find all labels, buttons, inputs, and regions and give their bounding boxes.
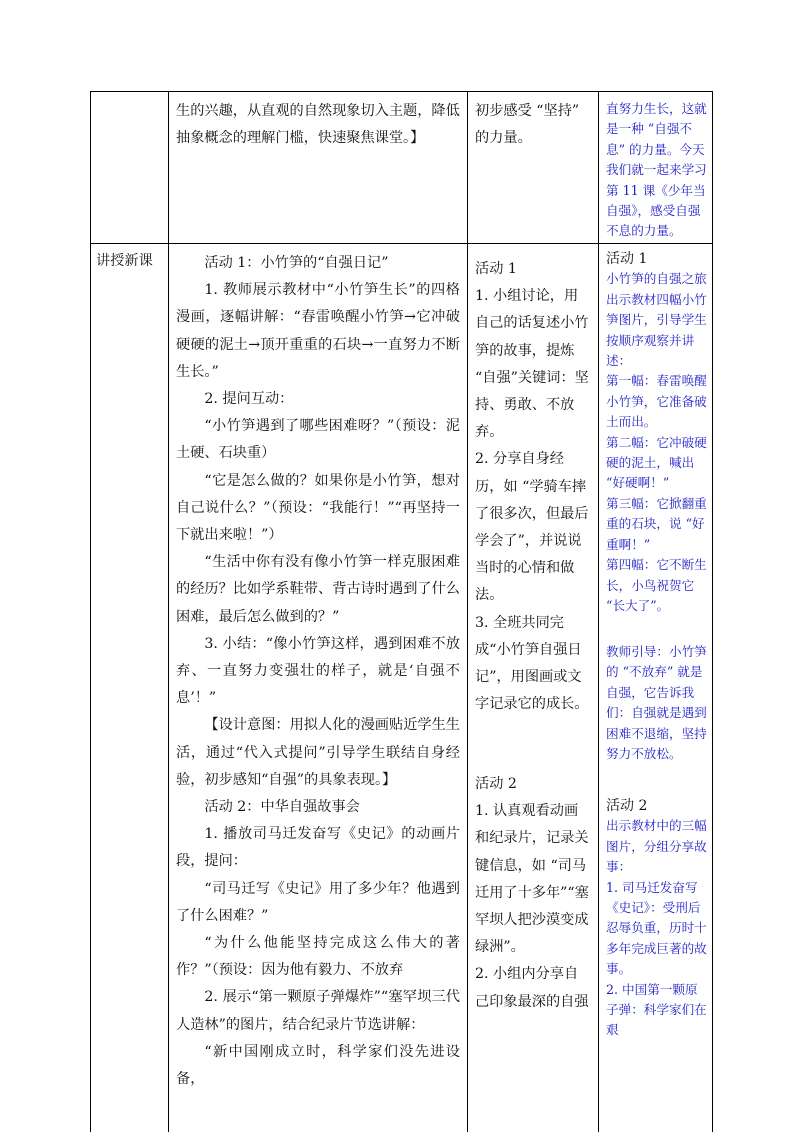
content-paragraph: “司马迁写《史记》用了多少年？他遇到了什么困难？”	[176, 880, 460, 924]
table-border-left	[90, 91, 91, 1132]
notes-paragraph: 小竹笋的自强之旅出示教材四幅小竹笋图片，引导学生按顺序观察并讲述：	[606, 271, 707, 369]
row2-content-cell	[176, 250, 460, 1093]
content-paragraph: 2. 提问互动：	[204, 391, 294, 408]
section-label: 讲授新课	[96, 253, 153, 269]
row1-student-cell	[475, 98, 591, 152]
row1-content-line: 抽象概念的理解门槛，快速聚焦课堂。】	[176, 130, 425, 147]
notes-paragraph: 教师引导：小竹笋的 “不放弃” 就是自强，它告诉我们：自强就是遇到困难不退缩，坚持努力不放松。	[606, 644, 707, 762]
student-paragraph: 1. 认真观看动画和纪录片，记录关键信息，如 “司马迁用了十多年”“塞罕坝人把沙漠变成绿洲”。	[475, 803, 589, 956]
row1-content-cell	[176, 98, 460, 152]
design-intent: 【设计意图：用拟人化的漫画贴近学生生活，通过“代入式提问”引导学生联结自身经验，初步感知“自强”的具象表现。】	[176, 717, 460, 788]
table-border-right	[712, 91, 713, 1132]
student-activity-2-title: 活动 2	[475, 776, 517, 792]
notes-paragraph: 第一幅：春雷唤醒小竹笋，它准备破土而出。	[606, 373, 707, 430]
content-paragraph: 3. 小结：“像小竹笋这样，遇到困难不放弃、一直努力变强壮的样子，就是‘自强不息’！”	[176, 635, 460, 707]
content-paragraph: “为什么他能坚持完成这么伟大的著作？”（预设：因为他有毅力、不放弃	[176, 935, 460, 979]
row1-student-line: 的力量。	[475, 130, 532, 147]
notes-paragraph: 第二幅：它冲破硬硬的泥土，喊出 “好硬啊！”	[606, 434, 707, 491]
row1-notes-line: 不息的力量。	[606, 223, 682, 239]
content-paragraph: “生活中你有没有像小竹笋一样克服困难的经历？比如学系鞋带、背古诗时遇到了什么困难，最后怎么做到的？”	[176, 554, 460, 625]
activity-2-title: 活动 2：中华自强故事会	[204, 799, 360, 816]
content-paragraph: 1. 教师展示教材中“小竹笋生长”的四格漫画，逐幅讲解：“春雷唤醒小竹笋→它冲破硬硬的泥土→顶开重重的石块→一直努力不断生长。”	[176, 282, 460, 380]
notes-activity-1-title: 活动 1	[606, 251, 648, 267]
row1-student-line: 初步感受 “坚持”	[475, 103, 580, 119]
activity-1-title: 活动 1：小竹笋的“自强日记”	[204, 255, 389, 271]
content-paragraph: 1. 播放司马迁发奋写《史记》的动画片段，提问：	[176, 826, 460, 870]
row1-notes-line: 息” 的力量。今天	[606, 141, 705, 157]
row1-notes-cell	[606, 99, 708, 242]
student-activity-1-title: 活动 1	[475, 261, 517, 277]
notes-paragraph: 第三幅：它掀翻重重的石块，说 “好重啊！”	[606, 495, 707, 552]
row1-notes-line: 自强》，感受自强	[606, 203, 701, 219]
notes-paragraph: 第四幅：它不断生长，小鸟祝贺它 “长大了”。	[606, 557, 707, 613]
table-border-top	[90, 91, 713, 92]
row2-notes-cell	[606, 249, 708, 616]
row2-notes-cell-2	[606, 642, 708, 764]
content-paragraph: “它是怎么做的？如果你是小竹笋，想对自己说什么？”（预设：“我能行！”“再坚持一下就出来啦！”）	[176, 472, 460, 544]
row2-student-cell-2	[475, 771, 591, 1016]
student-paragraph: 3. 全班共同完成“小竹笋自强日记”，用图画或文字记录它的成长。	[475, 614, 589, 713]
student-paragraph: 1. 小组讨论，用自己的话复述小竹笋的故事，提炼 “自强”关键词：坚持、勇敢、不放弃。	[475, 288, 589, 441]
row2-notes-cell-3	[606, 796, 708, 1041]
col-divider-2	[467, 91, 468, 1132]
content-paragraph: “新中国刚成立时，科学家们没先进设备，	[176, 1043, 460, 1088]
row2-student-cell	[475, 256, 591, 718]
notes-paragraph: 出示教材中的三幅图片，分组分享故事：	[606, 818, 707, 875]
col-divider-3	[598, 91, 599, 1132]
row1-notes-line: 第 11 课《少年当	[606, 182, 706, 198]
content-paragraph: “小竹笋遇到了哪些困难呀？”（预设：泥土硬、石块重）	[176, 418, 460, 462]
col-divider-1	[168, 91, 169, 1132]
row1-notes-line: 是一种 “自强不	[606, 121, 693, 137]
student-paragraph: 2. 分享自身经历，如 “学骑车摔了很多次，但最后学会了”，并说说当时的心情和做法。	[475, 451, 589, 604]
content-paragraph: 2. 展示“第一颗原子弹爆炸”“塞罕坝三代人造林”的图片，结合纪录片节选讲解：	[176, 989, 460, 1033]
row1-notes-line: 我们就一起来学习	[606, 162, 707, 178]
row1-notes-line: 直努力生长，这就	[606, 101, 707, 116]
row1-content-line: 生的兴趣，从直观的自然现象切入主题，降低	[176, 103, 460, 119]
row-divider	[90, 243, 713, 244]
notes-paragraph: 1. 司马迁发奋写《史记》：受刑后忍辱负重，历时十多年完成巨著的故事。	[606, 879, 707, 977]
notes-activity-2-title: 活动 2	[606, 798, 648, 814]
notes-paragraph: 2. 中国第一颗原子弹：科学家们在艰	[606, 981, 707, 1038]
student-paragraph: 2. 小组内分享自己印象最深的自强	[475, 966, 589, 1010]
